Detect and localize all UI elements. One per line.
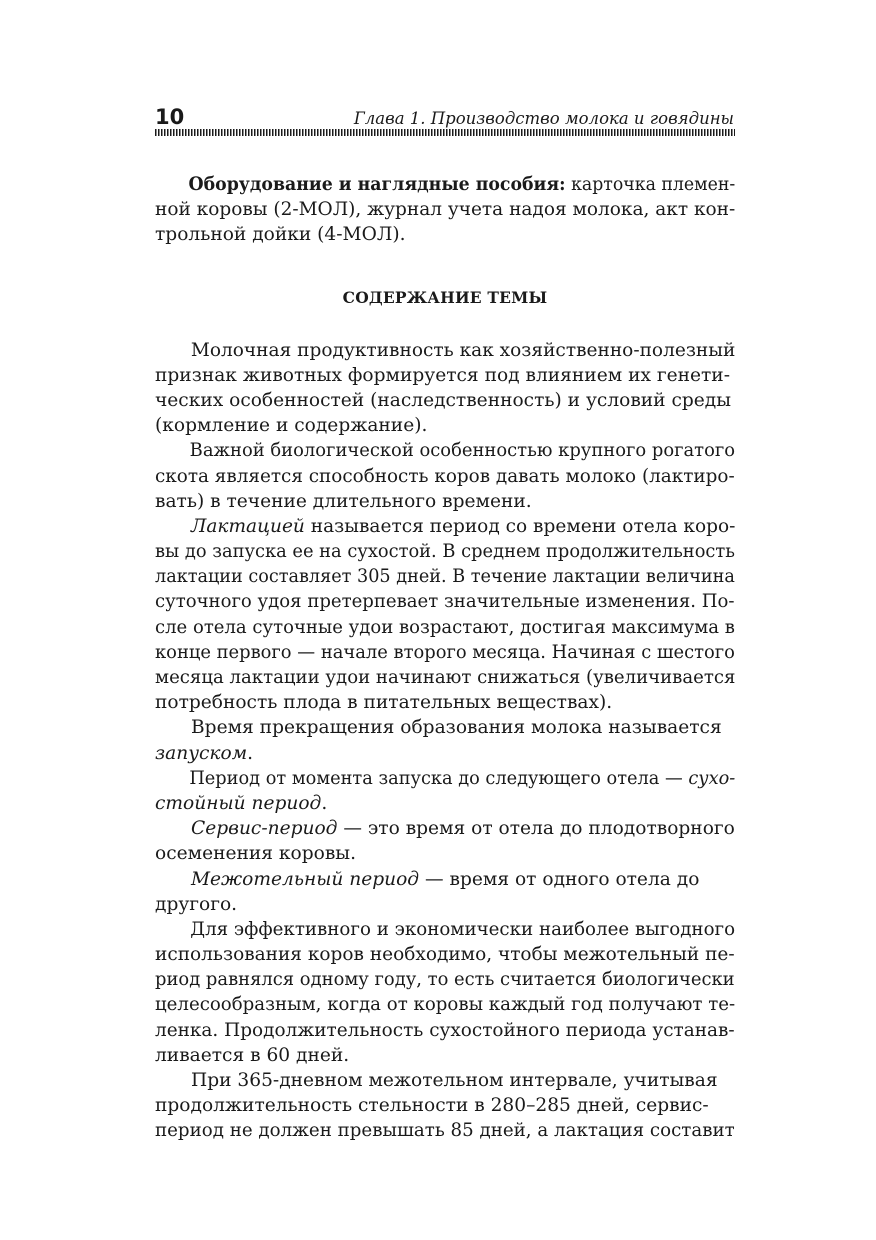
term-service-period: Сервис-период [191, 818, 338, 840]
running-head: Глава 1. Производство молока и говядины [353, 109, 734, 128]
text-line: При 365-дневном межотельном интервале, учитывая [191, 1070, 718, 1091]
text-line [155, 514, 736, 539]
paragraph-calving-interval [155, 867, 735, 917]
text-line: скота является способность коров давать молоко (лактиро- [155, 465, 735, 487]
page-body [155, 172, 735, 1144]
text-line: потребность плода в питательных веществах). [155, 692, 613, 714]
text-line: целесообразным, когда от коровы каждый год получают те- [155, 994, 736, 1016]
text-run: — это время от отела до плодотворного [337, 818, 735, 840]
text-line: Для эффективного и экономически наиболее выгодного [190, 918, 736, 940]
text-run: карточка племен- [565, 174, 736, 195]
term-dry-period-part: сухо- [688, 767, 736, 789]
text-line: месяца лактации удои начинают снижаться (увеличивается [155, 667, 736, 688]
term-calving-interval: Межотельный период [191, 868, 420, 890]
term-dry-off: запуском [155, 742, 248, 764]
text-line: Молочная продуктивность как хозяйственно-полезный [190, 339, 736, 361]
text-line: вы до запуска ее на сухостой. В среднем продолжительность [155, 541, 735, 563]
text-line [155, 766, 736, 791]
term-lactation: Лактацией [190, 515, 305, 537]
paragraph-service-period [155, 816, 735, 866]
term-dry-period-part: стойный период [155, 792, 322, 814]
paragraph-2 [155, 438, 735, 514]
text-line: осеменения коровы. [155, 843, 356, 865]
text-line: суточного удоя претерпевает значительные изменения. По- [155, 591, 735, 613]
text-line [155, 172, 736, 197]
section-title: СОДЕРЖАНИЕ ТЕМЫ [342, 287, 548, 307]
paragraph-8 [155, 917, 735, 1068]
text-line: конце первого — начале второго месяца. Начиная с шестого [155, 641, 735, 663]
text-run: . [321, 792, 328, 814]
text-line: вать) в течение длительного времени. [155, 490, 532, 512]
text-line: признак животных формируется под влиянием их генети- [155, 364, 730, 386]
paragraph-lactation [155, 514, 735, 716]
text-line: трольной дойки (4-МОЛ). [155, 224, 406, 246]
text-line: Время прекращения образования молока называется [191, 717, 722, 739]
text-line [155, 867, 735, 892]
paragraph-dry-period [155, 766, 735, 816]
paragraph-1 [155, 338, 735, 439]
text-line [155, 741, 735, 766]
text-line: ливается в 60 дней. [155, 1044, 350, 1066]
text-line [155, 791, 735, 816]
text-line: другого. [155, 893, 238, 915]
text-run: Период от момента запуска до следующего отела — [189, 767, 689, 789]
text-line: период не должен превышать 85 дней, а лактация составит [155, 1120, 735, 1142]
text-line: лактации составляет 305 дней. В течение лактации величина [155, 566, 735, 588]
text-line: (кормление и содержание). [155, 415, 428, 437]
text-line: ческих особенностей (наследственность) и условий среды [155, 389, 732, 411]
text-line: ленка. Продолжительность сухостойного периода устанав- [155, 1019, 735, 1041]
text-line: использования коров необходимо, чтобы межотельный пе- [155, 944, 735, 966]
text-run: — время от одного отела до [419, 868, 700, 890]
equipment-paragraph [155, 172, 735, 248]
page-number: 10 [155, 105, 185, 129]
header-rule [155, 129, 735, 136]
paragraph-dry-off [155, 715, 735, 765]
text-line: продолжительность стельности в 280–285 дней, сервис- [155, 1095, 709, 1117]
text-run: . [247, 742, 254, 764]
text-line: Важной биологической особенностью крупного рогатого [189, 440, 736, 462]
paragraph-9 [155, 1068, 735, 1144]
text-line: ной коровы (2-МОЛ), журнал учета надоя молока, акт кон- [155, 199, 736, 221]
text-line [155, 816, 735, 841]
text-line: сле отела суточные удои возрастают, достигая максимума в [155, 616, 735, 638]
text-run: называется период со времени отела коро- [304, 515, 736, 537]
equipment-label: Оборудование и наглядные пособия: [188, 174, 566, 195]
text-line: риод равнялся одному году, то есть считается биологически [155, 969, 735, 991]
